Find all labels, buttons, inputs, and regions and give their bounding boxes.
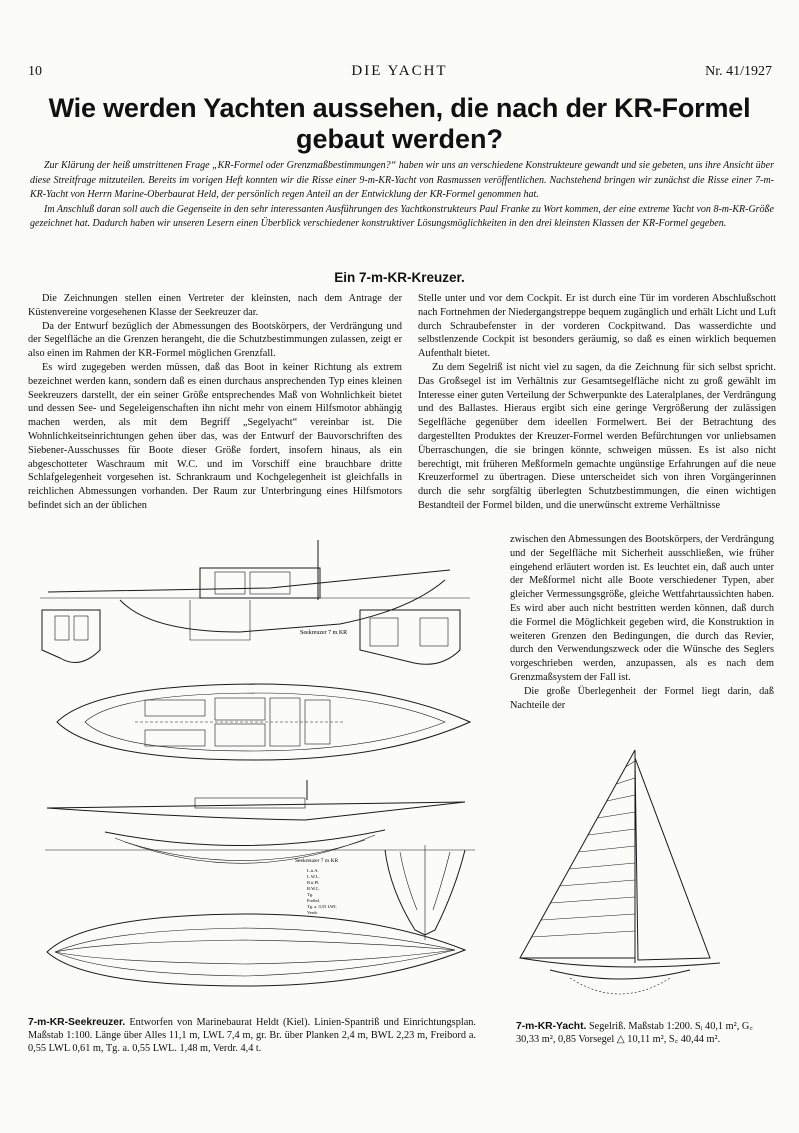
drawing-table-entry: Tg. xyxy=(307,892,314,897)
right-paragraph-1: Stelle unter und vor dem Cockpit. Er ist durch eine Tür im vorderen Abschlußschott nach Fortnehmen der Niedergangstreppe bequem zugänglich und erhält Licht und Luft durch Schraubefenster in der vorderen Cockpitwand. Das wasserdichte und selbstlenzende Cockpit ist besonders geräumig, so daß es einen wirklich bequemen Aufenthalt bietet. xyxy=(418,293,776,360)
lines-plan-label: Seekreuzer 7 m KR xyxy=(295,858,339,864)
figure-caption-left xyxy=(28,1016,476,1056)
article-title-line2: gebaut werden? xyxy=(295,124,504,154)
accommodation-plan-drawing xyxy=(55,680,475,765)
intro-text xyxy=(30,159,774,232)
sail-plan-drawing xyxy=(510,748,730,1013)
left-paragraph-3: Es wird zugegeben werden müssen, daß das Boot in keiner Richtung als extrem bezeichnet werden kann, sondern daß es einen durchaus ansprechenden Typ eines kleinen Seekreuzers darstellt, der ein seiner Größe entsprechendes Maß von Wohnlichkeit bietet und dessen See- und Segeleigenschaften ihn nicht mehr von einem Hilfsmotor abhängig machen werden, als mit dem Begriff „Segelyacht“ vereinbar ist. Die Wohnlichkeitseinrichtungen gehen über das, was der Entwurf der Bauvorschriften des Siebener-Ausschusses für Boote dieser Größe fordert, insofern hinaus, als ein abgeschotteter Waschraum mit W.C. und im Vorschiff eine brauchbare dritte Schlafgelegenheit vorgesehen ist. Schrankraum und Kochgelegenheit ist gleichfalls in reichlichen Abmessungen vorhanden. Der Raum zur Unterbringung eines Hilfsmotors befindet sich an der üblichen xyxy=(28,361,402,511)
right-column-narrow xyxy=(510,533,774,712)
drawing-table-entry: B.ü.Pl. xyxy=(307,880,320,885)
caption-left-text: Entworfen von Marinebaurat Heldt (Kiel). Linien-Spantriß und Einrichtungsplan. Maßstab 1:100. Länge über Alles 11,1 m, LWL 7,4 m, gr. Br. über Planken 2,4 m, BWL 2,23 m, Freibord a. 0,55 LWL 0,61 m, Tg. a. 0,55 LWL. 1,48 m, Verdr. 4,4 t. xyxy=(28,1017,476,1055)
caption-left-title: 7-m-KR-Seekreuzer. xyxy=(28,1017,126,1028)
right-paragraph-2: Zu dem Segelriß ist nicht viel zu sagen, da die Zeichnung für sich selbst spricht. Das Großsegel ist im Verhältnis zur Gesamtsegelfläche nicht zu groß gewählt im Interesse einer guten Verteilung der Schwerpunkte des Lateralplanes, der Verdrängung und des Ballastes. Hieraus ergibt sich eine geringe Vergrößerung der zulässigen Segelfläche gegenüber dem ideellen Formelwert. Bei der Betrachtung des dargestellten Produktes der Kreuzer-Formel werden Befürchtungen vor unliebsamen Überraschungen, die sie bringen könnte, schweigen müssen. Es ist also nicht berechtigt, mit früheren Meßformeln gemachte ungünstige Erfahrungen auf die neue Kreuzerformel zu übertragen. Diese unterscheidet sich von ihren Vorgängerinnen durch die sehr sorgfältig überlegten Schutzbestimmungen, die einen wichtigen Bestandteil der Formel bilden, und die unerwünscht extreme Verhältnisse xyxy=(418,361,776,511)
caption-right-title: 7-m-KR-Yacht. xyxy=(516,1021,587,1032)
yacht-profile-drawing xyxy=(40,540,470,680)
drawing-table-entry: Verdr. xyxy=(307,910,318,915)
article-title-line1: Wie werden Yachten aussehen, die nach der KR-Formel xyxy=(48,93,751,123)
right-column xyxy=(418,292,776,513)
left-paragraph-2: Da der Entwurf bezüglich der Abmessungen des Bootskörpers, der Verdrängung und der Segelfläche an die Grenzen herangeht, die die Schutzbestimmungen zulassen, zeigt er also einen im Rahmen der KR-Formel möglichen Grenzfall. xyxy=(28,320,402,360)
drawing-table-entry: Tg. a. 0,55 LWL xyxy=(307,904,337,909)
drawing-table-entry: Freibd. xyxy=(307,898,320,903)
left-paragraph-1: Die Zeichnungen stellen einen Vertreter der kleinsten, nach dem Antrage der Küstenvereine vorgesehenen Klasse der Seekreuzer dar. xyxy=(28,293,402,318)
left-column xyxy=(28,292,402,513)
drawing-table-entry: B.W.L. xyxy=(307,886,320,891)
issue-number: Nr. 41/1927 xyxy=(705,64,772,79)
caption-right-text: Segelriß. Maßstab 1:200. Sᵢ 40,1 m², G꜀ 30,33 m², 0,85 Vorsegel △ 10,11 m², S꜀ 40,44 m². xyxy=(516,1021,753,1046)
drawing-label: Seekreuzer 7 m KR xyxy=(300,630,348,636)
intro-paragraph-2: Im Anschluß daran soll auch die Gegenseite in den sehr interessanten Ausführungen des Yachtkonstrukteurs Paul Franke zu Wort kommen, der eine extreme Yacht von 8-m-KR-Größe gezeichnet hat. Dadurch haben wir unseren Lesern einen Überblick verschiedener konstruktiver Lösungsmöglichkeiten in den drei kleinsten Klassen der KR-Formel gegeben. xyxy=(30,203,774,230)
right-paragraph-3: Die große Überlegenheit der Formel liegt darin, daß Nachteile der xyxy=(510,685,774,711)
drawing-table-entry: L.W.L. xyxy=(307,874,320,879)
right-paragraph-2-cont: zwischen den Abmessungen des Bootskörpers, der Verdrängung und der Segelfläche mit Sicherheit ausschließen, wie früher eingehend erläutert worden ist. Es leuchtet ein, daß auch unter der Meßformel nicht alle Boote verschiedener Typen, aber gleicher Vermessungsgröße, gleiche Wettfahrtaussichten haben. Es wird aber auch nicht bestritten werden können, daß durch die Formel die Möglichkeit gegeben wird, die Konstruktion in weiteren Grenzen den Bedingungen, die durch das Revier, durch den Verwendungszweck oder die Wünsche des Seglers vorgeschrieben werden, anzupassen, als es nach dem Grenzmaßsystem der Fall ist. xyxy=(510,534,774,683)
magazine-title: DIE YACHT xyxy=(351,63,448,79)
figure-caption-right xyxy=(516,1020,776,1046)
page-number: 10 xyxy=(28,64,42,79)
intro-paragraph-1: Zur Klärung der heiß umstrittenen Frage „KR-Formel oder Grenzmaßbestimmungen?“ haben wir uns an verschiedene Konstrukteure gewandt und sie gebeten, uns ihre Ansicht über diese Streitfrage mitzuteilen. Bereits im vorigen Heft konnten wir die Risse einer 9-m-KR-Yacht von Rasmussen veröffentlichen. Nachstehend bringen wir zunächst die Risse einer 7-m-KR-Yacht von Herrn Marine-Oberbaurat Held, der persönlich regen Anteil an der Entwicklung der KR-Formel genommen hat. xyxy=(30,160,774,201)
lines-plan-drawing xyxy=(45,780,475,1000)
section-heading: Ein 7-m-KR-Kreuzer. xyxy=(334,270,465,285)
drawing-table-entry: L.ü.A. xyxy=(307,868,319,873)
